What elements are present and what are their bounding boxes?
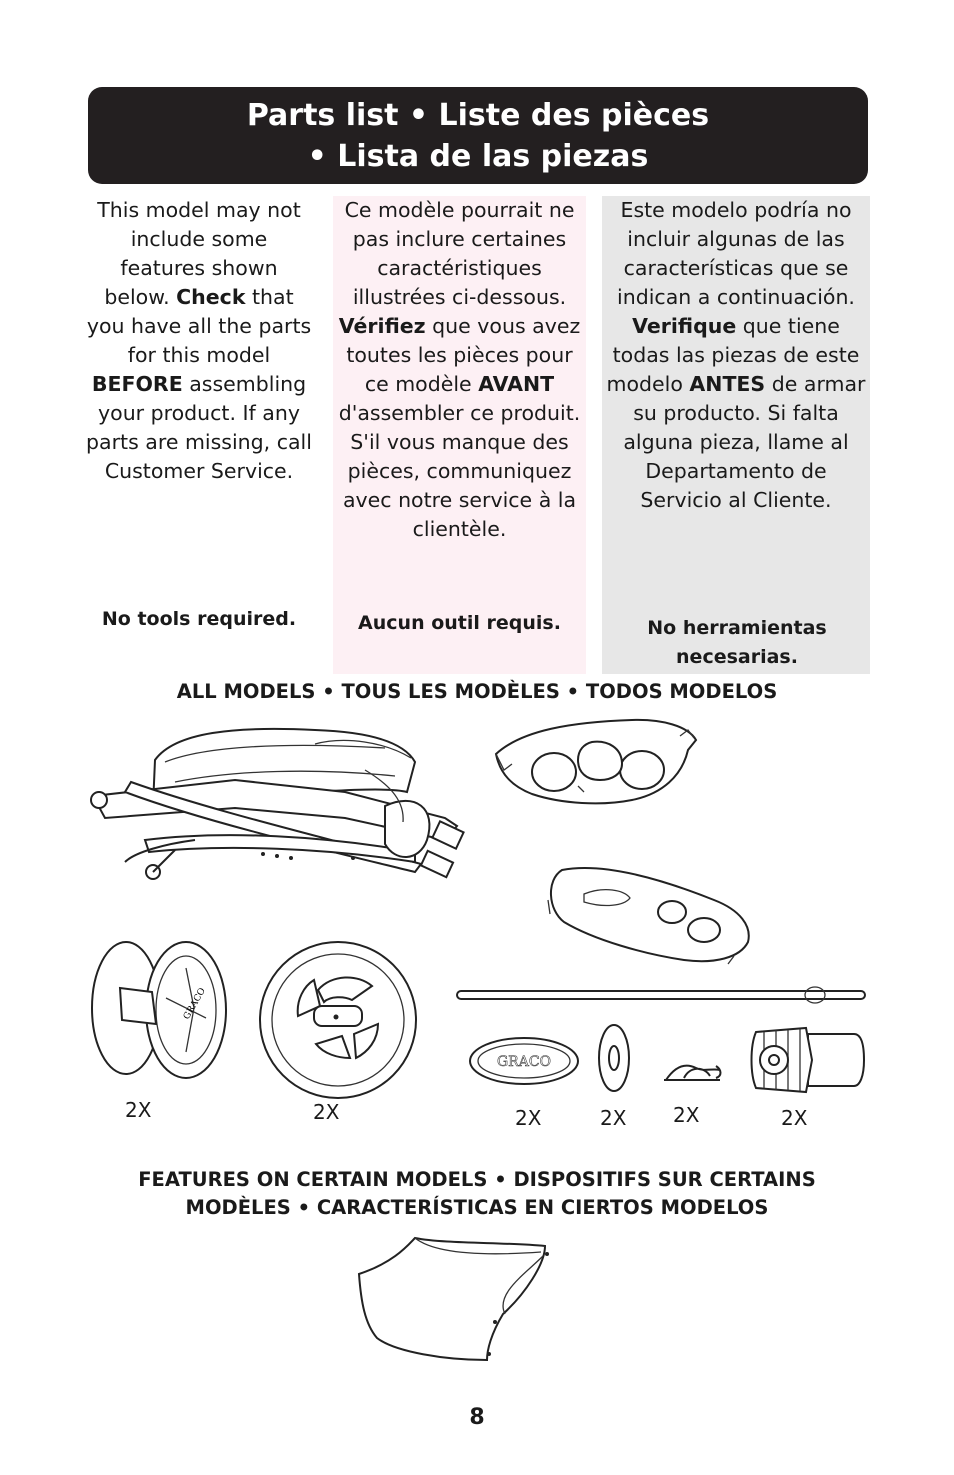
quantity-label: 2X (600, 1106, 627, 1130)
canopy-illustration (355, 1234, 555, 1364)
notice-text: d'assembler ce produit. S'il vous manque des pièces, communiquez avec notre service à la clientèle. (338, 401, 581, 541)
front-wheel-illustration (86, 938, 236, 1088)
notice-column-spanish (602, 196, 870, 674)
notice-text: Ce modèle pourrait ne pas inclure certaines caractéristiques illustrées ci-dessous. (344, 198, 575, 309)
features-heading (60, 1166, 894, 1222)
child-tray-illustration (492, 716, 702, 808)
notice-text: that you have all the parts for this model (86, 285, 312, 367)
no-tools-spanish: No herramientas necesarias. (647, 617, 827, 668)
washer-illustration (596, 1022, 632, 1094)
notice-text: assembling your product. If any parts are missing, call Customer Service. (86, 372, 312, 483)
page-number: 8 (469, 1405, 485, 1430)
notice-emphasis: ANTES (689, 372, 766, 396)
graco-badge-illustration (468, 1036, 584, 1088)
notice-column-english (86, 196, 312, 674)
notice-text: que vous avez toutes les pièces pour ce modèle (346, 314, 581, 396)
notice-emphasis: Vérifiez (338, 314, 426, 338)
quantity-label: 2X (781, 1106, 808, 1130)
stroller-frame-illustration (85, 722, 475, 892)
notice-emphasis: BEFORE (91, 372, 183, 396)
parent-tray-illustration (544, 860, 754, 970)
notice-emphasis: Verifique (632, 314, 737, 338)
notice-text: de armar su producto. Si falta alguna pieza, llame al Departamento de Servicio al Cliente. (623, 372, 866, 512)
notice-text: This model may not include some features shown below. (97, 198, 301, 309)
notice-emphasis: AVANT (478, 372, 555, 396)
wheel-logo: GRACO (181, 986, 208, 1022)
quantity-label: 2X (313, 1100, 340, 1124)
page-title-line-1: Parts list • Liste des pièces (246, 98, 710, 133)
quantity-label: 2X (515, 1106, 542, 1130)
end-cap-illustration (748, 1024, 868, 1096)
quantity-label: 2X (125, 1098, 152, 1122)
features-heading-line-2: MODÈLES • CARACTERÍSTICAS EN CIERTOS MODELOS (185, 1196, 769, 1219)
axle-rod-illustration (455, 985, 870, 1007)
notice-text: que tiene todas las piezas de este modelo (606, 314, 860, 396)
features-heading-line-1: FEATURES ON CERTAIN MODELS • DISPOSITIFS SUR CERTAINS (138, 1168, 816, 1191)
quantity-label: 2X (673, 1103, 700, 1127)
notice-emphasis: Check (176, 285, 246, 309)
notice-text: Este modelo podría no incluir algunas de las características que se indican a continuación. (617, 198, 855, 309)
page-title-banner (88, 87, 868, 184)
hairpin-clip-illustration (660, 1058, 726, 1088)
no-tools-french: Aucun outil requis. (358, 612, 561, 634)
notice-column-french (333, 196, 586, 674)
page-title-line-2: • Lista de las piezas (307, 139, 649, 174)
badge-logo: GRACO (496, 1054, 552, 1070)
all-models-heading: ALL MODELS • TOUS LES MODÈLES • TODOS MODELOS (176, 680, 778, 703)
rear-wheel-illustration (258, 940, 418, 1100)
no-tools-english: No tools required. (101, 608, 297, 630)
